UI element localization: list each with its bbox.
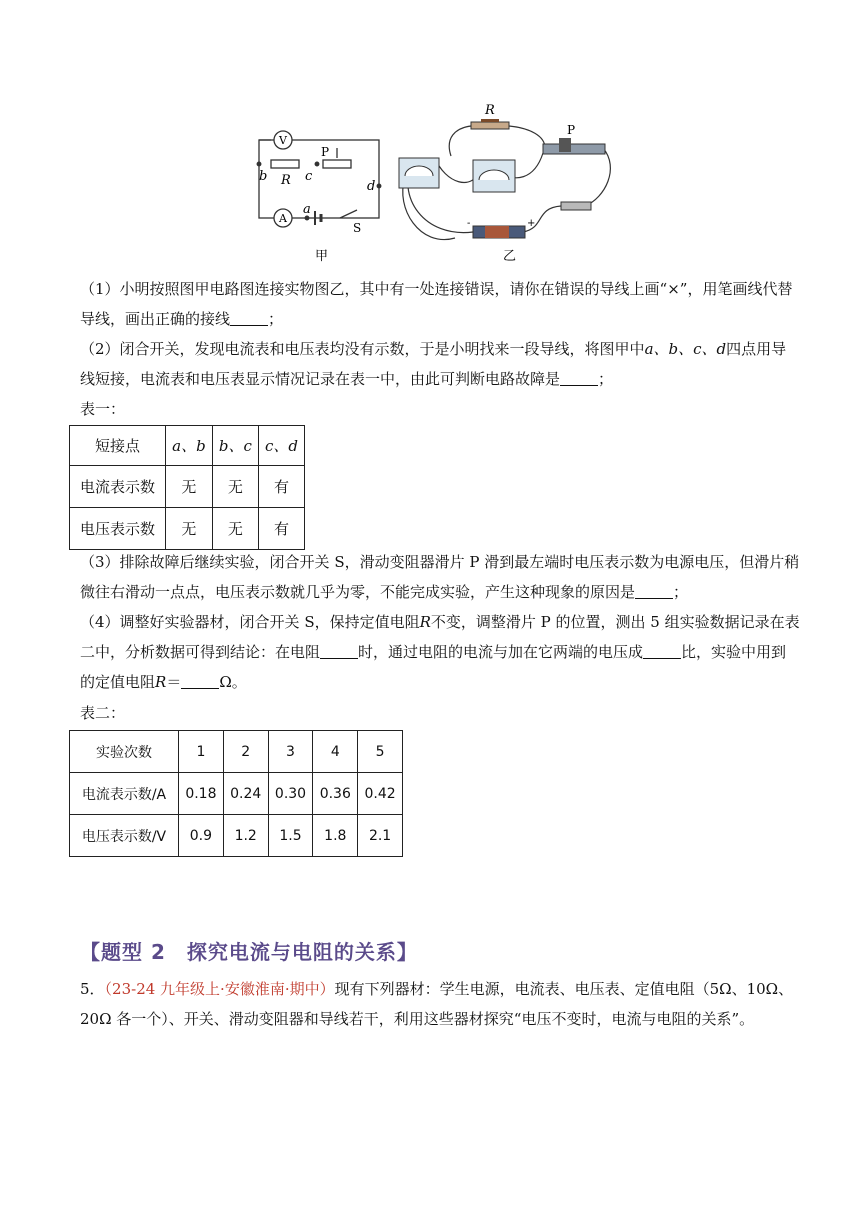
question-3: （3）排除故障后继续实验，闭合开关 S，滑动变阻器滑片 P 滑到最左端时电压表示数为电源电压，但滑片稍微往右滑动一点点，电压表示数就几乎为零，不能完成实验，产生这种现象的原因是 ； bbox=[80, 553, 800, 601]
table1-label: 表一： bbox=[80, 400, 126, 418]
table1-header-cell: a、b bbox=[166, 426, 213, 466]
switch-s-label: S bbox=[353, 221, 362, 235]
ammeter-symbol-label: A bbox=[279, 212, 287, 225]
question-2: （2）闭合开关，发现电流表和电压表均没有示数，于是小明找来一段导线，将图甲中a、b、c、d四点用导线短接，电流表和电压表显示情况记录在表一中，由此可判断电路故障是 ； bbox=[80, 340, 787, 388]
table2-header-cell: 4 bbox=[313, 731, 358, 773]
voltmeter-symbol-label: V bbox=[279, 134, 287, 147]
switch-device bbox=[561, 202, 591, 210]
caption-left: 甲 bbox=[315, 249, 329, 264]
table1-header-cell: b、c bbox=[212, 426, 258, 466]
answer-blank-1 bbox=[230, 307, 268, 326]
slider-p-label: P bbox=[321, 145, 330, 159]
table-row: 电流表示数 无 无 有 bbox=[70, 466, 305, 508]
table2-header-cell: 1 bbox=[179, 731, 224, 773]
table2-header-cell: 2 bbox=[223, 731, 268, 773]
answer-blank-2 bbox=[560, 367, 598, 386]
resistor-device bbox=[471, 119, 509, 129]
table1-header-cell: c、d bbox=[258, 426, 304, 466]
caption-right: 乙 bbox=[503, 249, 517, 264]
table1-header-cell: 短接点 bbox=[70, 426, 166, 466]
battery-minus: - bbox=[467, 218, 471, 229]
device-r-label: R bbox=[485, 103, 495, 118]
answer-blank-3 bbox=[635, 580, 673, 599]
table2-header-cell: 3 bbox=[268, 731, 313, 773]
table2-label: 表二： bbox=[80, 704, 126, 722]
circuit-diagram bbox=[257, 131, 381, 227]
question-5: 5．（23-24 九年级上·安徽淮南·期中）现有下列器材：学生电源，电流表、电压表、定值电阻（5Ω、10Ω、20Ω 各一个）、开关、滑动变阻器和导线若干，利用这些器材探究“电压不变时，电流与电阻的关系”。 bbox=[80, 980, 794, 1028]
ammeter-device bbox=[473, 160, 515, 192]
answer-blank-6 bbox=[181, 670, 219, 689]
resistor-r-label: R bbox=[281, 173, 291, 188]
table-2 bbox=[69, 730, 403, 857]
answer-blank-5 bbox=[643, 640, 681, 659]
battery-device bbox=[473, 226, 525, 238]
table2-header-cell: 实验次数 bbox=[70, 731, 179, 773]
section-heading: 【题型 2 探究电流与电阻的关系】 bbox=[80, 940, 418, 964]
table-1 bbox=[69, 425, 305, 550]
question-source: （23-24 九年级上·安徽淮南·期中） bbox=[104, 980, 335, 998]
table2-header-cell: 5 bbox=[358, 731, 403, 773]
voltmeter-device bbox=[399, 158, 439, 188]
device-p-label: P bbox=[567, 123, 576, 137]
question-4: （4）调整好实验器材，闭合开关 S，保持定值电阻R不变，调整滑片 P 的位置，测出 5 组实验数据记录在表二中，分析数据可得到结论：在电阻 时，通过电阻的电流与加在它两端的电压成 比，实验中用到的定值电阻R＝ Ω。 bbox=[80, 613, 800, 691]
table-row: 电流表示数/A 0.18 0.24 0.30 0.36 0.42 bbox=[70, 773, 403, 815]
answer-blank-4 bbox=[320, 640, 358, 659]
node-b-label: b bbox=[259, 169, 268, 184]
node-c-label: c bbox=[305, 169, 313, 184]
rheostat-device bbox=[543, 138, 605, 154]
table-row: 电压表示数/V 0.9 1.2 1.5 1.8 2.1 bbox=[70, 815, 403, 857]
table-row: 电压表示数 无 无 有 bbox=[70, 508, 305, 550]
node-d-label: d bbox=[367, 179, 376, 194]
circuit-figure bbox=[245, 98, 630, 268]
node-a-label: a bbox=[303, 202, 311, 217]
question-1: （1）小明按照图甲电路图连接实物图乙，其中有一处连接错误，请你在错误的导线上画“×”，用笔画线代替导线，画出正确的接线 ； bbox=[80, 280, 793, 328]
battery-plus: + bbox=[527, 218, 536, 229]
